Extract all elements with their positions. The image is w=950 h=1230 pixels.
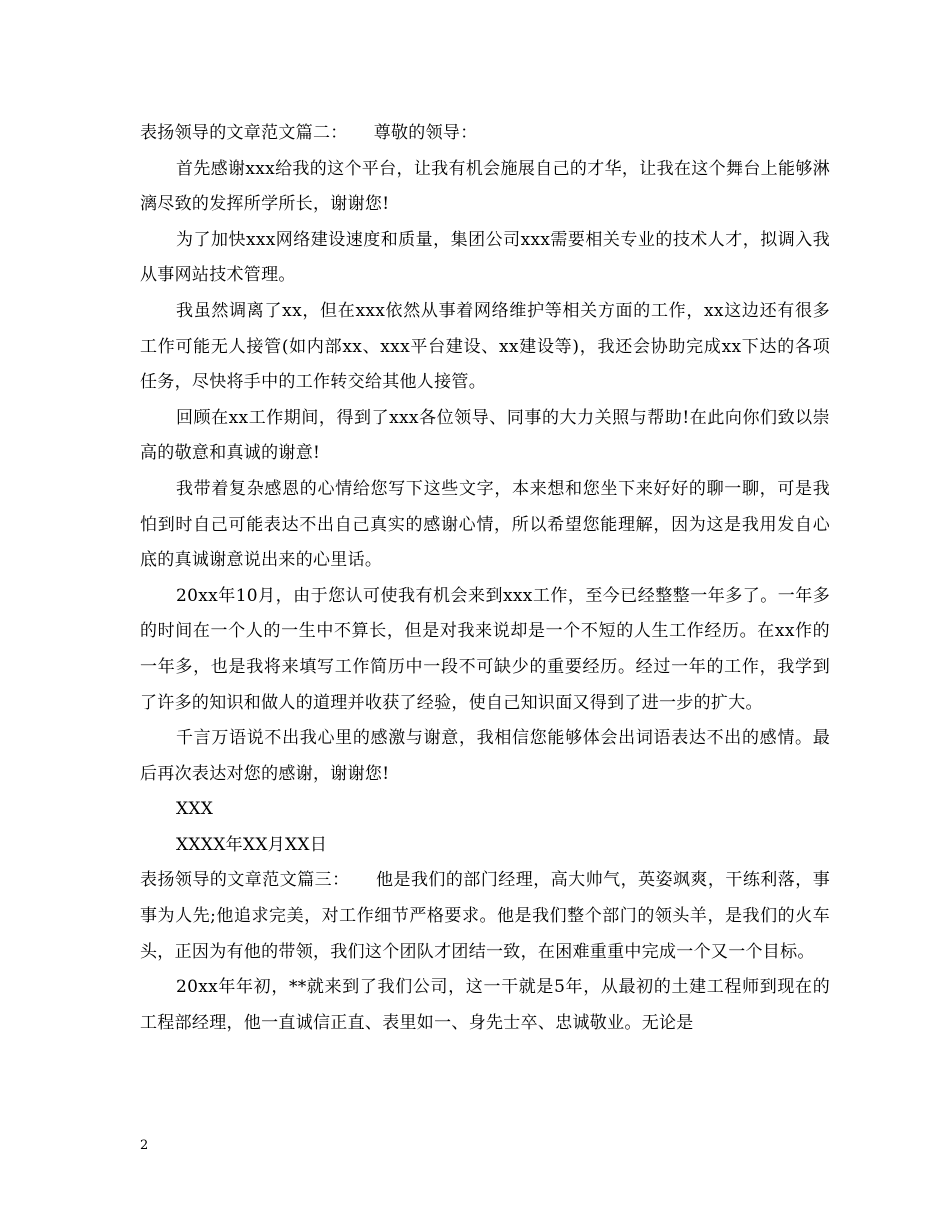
paragraph: 我带着复杂感恩的心情给您写下这些文字，本来想和您坐下来好好的聊一聊，可是我怕到时自己可能表达不出自己真实的感谢心情，所以希望您能理解，因为这是我用发自心底的真诚谢意说出来的心里话。	[140, 478, 830, 571]
signature-name: XXX	[176, 799, 214, 820]
paragraph: 首先感谢xxx给我的这个平台，让我有机会施展自己的才华，让我在这个舞台上能够淋漓尽致的发挥所学所长，谢谢您!	[140, 158, 830, 215]
paragraph: 回顾在xx工作期间，得到了xxx各位领导、同事的大力关照与帮助!在此向你们致以崇高的敬意和真诚的谢意!	[140, 407, 830, 464]
page-number: 2	[140, 1138, 149, 1153]
document-body	[140, 116, 830, 1041]
paragraph: 为了加快xxx网络建设速度和质量，集团公司xxx需要相关专业的技术人才，拟调入我从事网站技术管理。	[140, 229, 830, 286]
paragraph: 20xx年10月，由于您认可使我有机会来到xxx工作，至今已经整整一年多了。一年多的时间在一个人的一生中不算长，但是对我来说却是一个不短的人生工作经历。在xx作的一年多，也是我将来填写工作简历中一段不可缺少的重要经历。经过一年的工作，我学到了许多的知识和做人的道理并收获了经验，使自己知识面又得到了进一步的扩大。	[140, 585, 830, 713]
paragraph: 表扬领导的文章范文篇二： 尊敬的领导：	[140, 123, 478, 143]
paragraph: 千言万语说不出我心里的感激与谢意，我相信您能够体会出词语表达不出的感情。最后再次表达对您的感谢，谢谢您!	[140, 728, 830, 784]
paragraph: 表扬领导的文章范文篇三： 他是我们的部门经理，高大帅气，英姿飒爽，干练利落，事事为人先;他追求完美，对工作细节严格要求。他是我们整个部门的领头羊，是我们的火车头，正因为有他的带领，我们这个团队才团结一致，在困难重重中完成一个又一个目标。	[140, 870, 830, 962]
paragraph: 20xx年年初，**就来到了我们公司，这一干就是5年，从最初的土建工程师到现在的工程部经理，他一直诚信正直、表里如一、身先士卒、忠诚敬业。无论是	[140, 977, 830, 1033]
signature-date: XXXX年XX月XX日	[176, 834, 328, 855]
paragraph: 我虽然调离了xx，但在xxx依然从事着网络维护等相关方面的工作，xx这边还有很多工作可能无人接管(如内部xx、xxx平台建设、xx建设等)，我还会协助完成xx下达的各项任务，尽快将手中的工作转交给其他人接管。	[140, 300, 830, 393]
